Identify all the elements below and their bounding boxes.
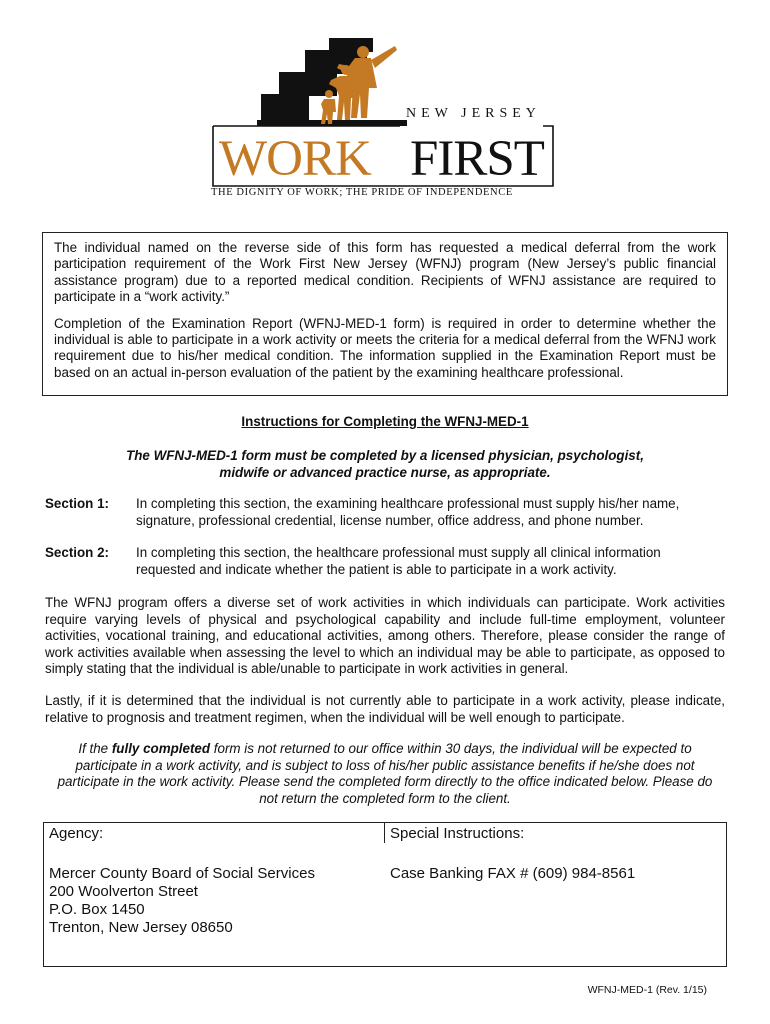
intro-box (42, 232, 728, 396)
agency-line: 200 Woolverton Street (49, 883, 198, 900)
logo-tagline: THE DIGNITY OF WORK; THE PRIDE OF INDEPENDENCE (211, 187, 513, 198)
return-warning (52, 741, 718, 807)
section-1-text: In completing this section, the examining healthcare professional must supply his/her name, signature, professional credential, license number, office address, and phone number. (136, 496, 680, 528)
prognosis-paragraph: Lastly, if it is determined that the individual is not currently able to participate in a work activity, please indicate, relative to prognosis and treatment regimen, when the individual will be well enough to participate. (45, 693, 725, 725)
work-first-logo (205, 38, 565, 208)
intro-paragraph-1: The individual named on the reverse side of this form has requested a medical deferral from the work participation requirement of the Work First New Jersey (WFNJ) program (New Jersey’s public financial assistance program) due to a reported medical condition. Recipients of WFNJ assistance are required to participate in a “work activity.” (54, 240, 716, 305)
warning-pre: If the (78, 741, 112, 756)
special-instructions-column (390, 825, 635, 883)
warning-post: form is not returned to our office within 30 days, the individual will be expected to participate in a work activity, and is subject to loss of his/her public assistance benefits if he/she does not participate in the work activity. Please send the completed form directly to the office indicated below. Please do not return the completed form to the client. (57, 741, 713, 806)
work-activities-paragraph: The WFNJ program offers a diverse set of work activities in which individuals can participate. Work activities require varying levels of physical and psychological capability and include full-time employment, volunteer activities, vocational training, and educational activities, among others. Therefore, please consider the range of work activities available when assessing the level to which an individual may be able to participate, as opposed to simply stating that the individual is able/unable to participate in work activities in general. (45, 595, 725, 677)
section-2-label: Section 2: (45, 545, 109, 560)
special-instructions-label: Special Instructions: (390, 825, 525, 842)
warning-bold: fully completed (111, 741, 211, 756)
instructions-subtitle: The WFNJ-MED-1 form must be completed by a licensed physician, psychologist, midwife or advanced practice nurse, as appropriate. (126, 448, 644, 480)
instructions-title: Instructions for Completing the WFNJ-MED-1 (241, 414, 529, 429)
agency-line: Trenton, New Jersey 08650 (49, 919, 233, 936)
intro-paragraph-2: Completion of the Examination Report (WFNJ-MED-1 form) is required in order to determine whether the individual is able to participate in a work activity or meets the criteria for a medical deferral from the WFNJ work requirement due to his/her medical condition. The information supplied in the Examination Report must be based on an actual in-person evaluation of the patient by the examining healthcare professional. (54, 315, 716, 380)
agency-line: Mercer County Board of Social Services (49, 865, 315, 882)
section-1-label: Section 1: (45, 496, 109, 511)
agency-table (43, 822, 727, 967)
logo-work-text: WORK (219, 131, 371, 187)
form-id: WFNJ-MED-1 (Rev. 1/15) (587, 984, 707, 996)
agency-address (49, 865, 315, 937)
agency-column (49, 825, 315, 937)
logo-state-text: NEW JERSEY (406, 106, 541, 121)
logo-first-text: FIRST (410, 131, 544, 187)
agency-label: Agency: (49, 825, 104, 842)
agency-line: P.O. Box 1450 (49, 901, 145, 918)
section-2-text: In completing this section, the healthcare professional must supply all clinical information requested and indicate whether the patient is able to participate in a work activity. (136, 545, 661, 577)
special-instructions-text: Case Banking FAX # (609) 984-8561 (390, 865, 636, 882)
table-divider (384, 823, 385, 843)
